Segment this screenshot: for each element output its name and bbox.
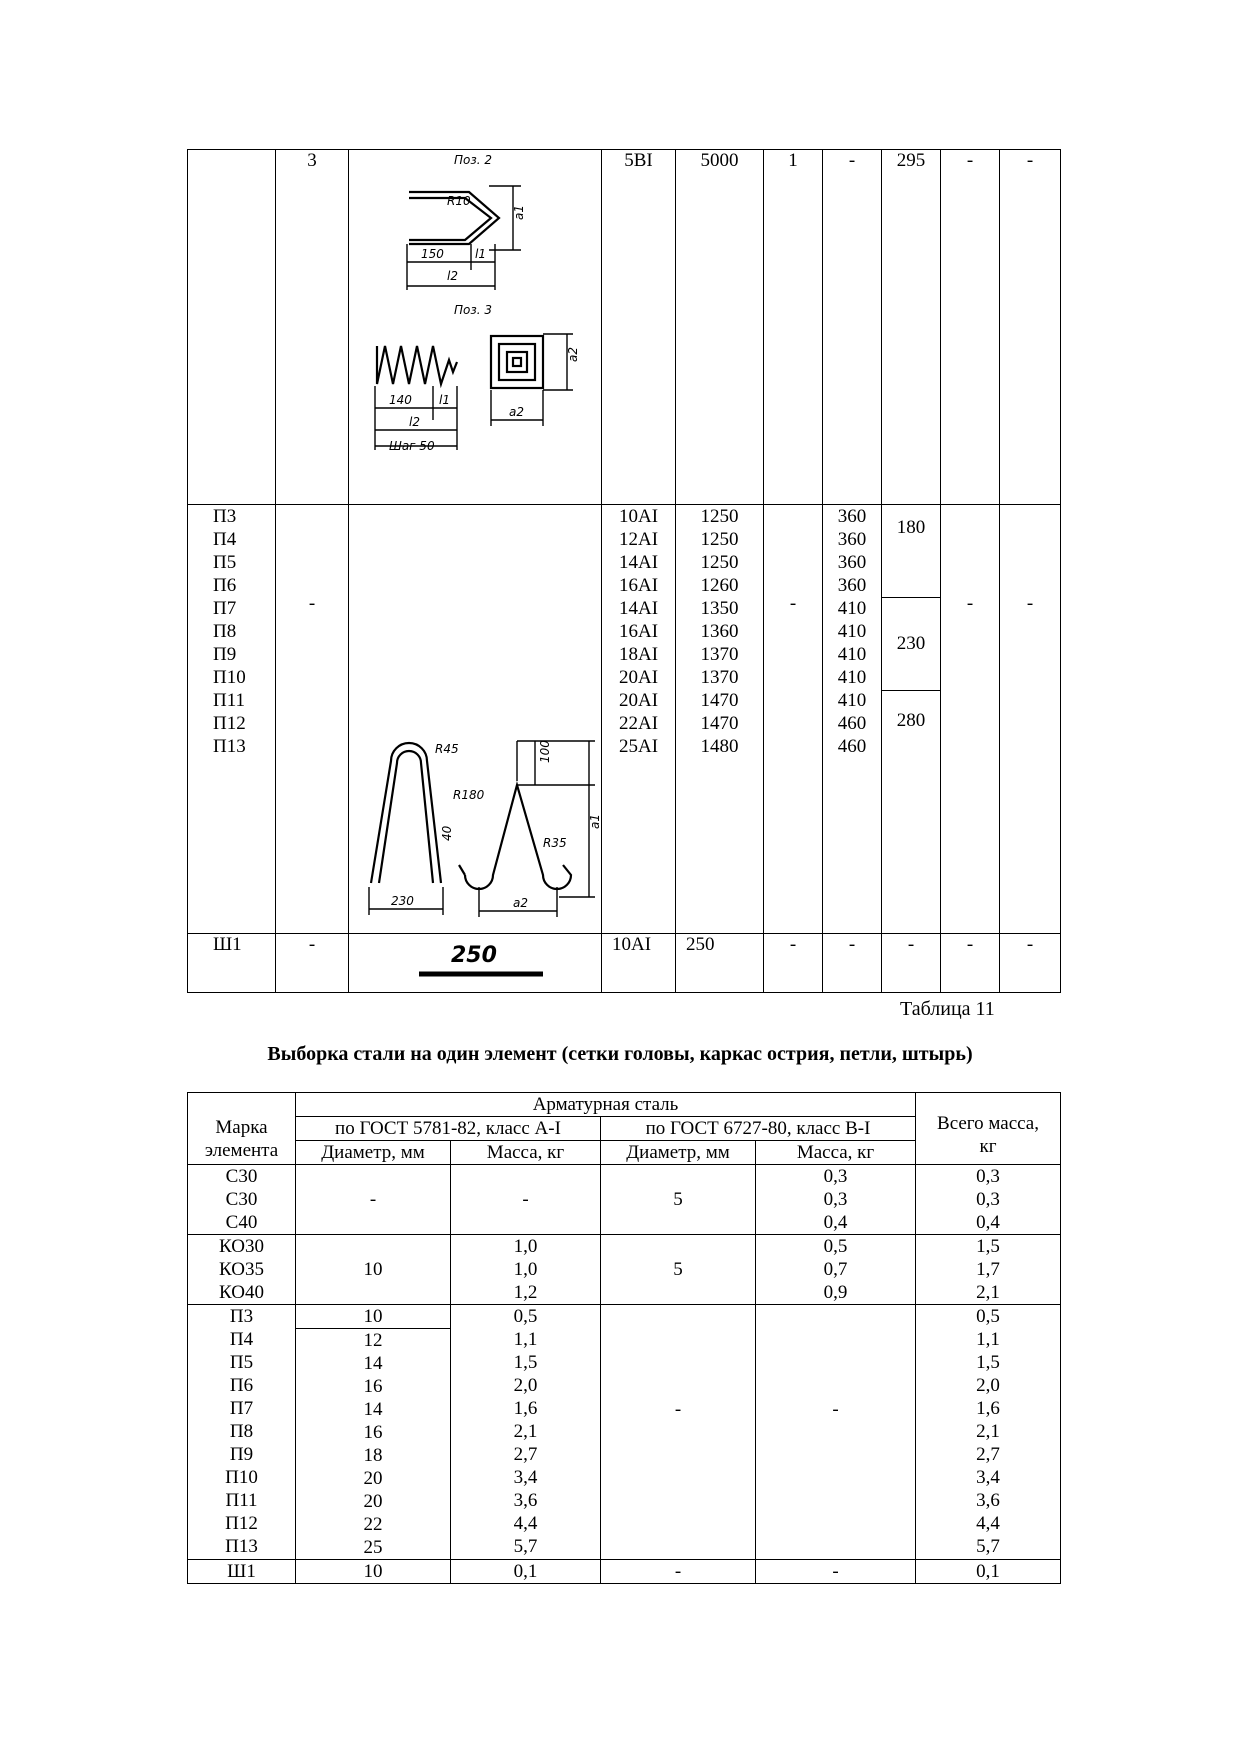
value-item: 0,5 bbox=[976, 1306, 1000, 1327]
a2-loop-label: a2 bbox=[513, 896, 528, 910]
value-c7: - bbox=[907, 934, 915, 955]
cell-d2 bbox=[601, 1305, 756, 1560]
dim-40-label: 40 bbox=[440, 825, 454, 841]
header-diam2 bbox=[601, 1141, 756, 1165]
steel-item: 16AI bbox=[618, 621, 659, 642]
value-item: 410 bbox=[837, 690, 867, 711]
cell-marks bbox=[188, 505, 276, 934]
mark-item: П13 bbox=[225, 1536, 258, 1557]
value-item: 1,7 bbox=[976, 1259, 1000, 1280]
value-item: 0,5 bbox=[513, 1306, 538, 1327]
steel-item: 18AI bbox=[618, 644, 659, 665]
cell-c9 bbox=[1000, 150, 1061, 505]
value-c9: - bbox=[1026, 150, 1034, 171]
header-gost2 bbox=[601, 1117, 916, 1141]
cell-marks bbox=[188, 1305, 296, 1560]
cell-c8 bbox=[941, 505, 1000, 934]
value-item: 22 bbox=[363, 1514, 383, 1535]
r45-label: R45 bbox=[435, 742, 459, 756]
a1-label: a1 bbox=[512, 205, 526, 220]
header-total bbox=[916, 1093, 1061, 1165]
value-item: 360 bbox=[837, 506, 867, 527]
value-item: 10 bbox=[363, 1259, 383, 1280]
cell-d2 bbox=[601, 1235, 756, 1305]
c7-group-1 bbox=[882, 505, 940, 598]
steel-selection-table bbox=[187, 1092, 1061, 1584]
value-item: 410 bbox=[837, 621, 867, 642]
cell-c8 bbox=[941, 150, 1000, 505]
header-text: Марка bbox=[215, 1117, 268, 1138]
l2-label: l2 bbox=[447, 269, 458, 283]
value-c6: - bbox=[848, 934, 856, 955]
value-item: 0,4 bbox=[976, 1212, 1000, 1233]
cell-m1 bbox=[451, 1305, 601, 1560]
mark-item: П7 bbox=[229, 1398, 254, 1419]
value-item: 4,4 bbox=[976, 1513, 1000, 1534]
value-item: 0,5 bbox=[823, 1236, 848, 1257]
cell-m1 bbox=[451, 1560, 601, 1584]
header-text: Диаметр, мм bbox=[626, 1142, 730, 1163]
cell-length bbox=[676, 505, 764, 934]
value-item: 410 bbox=[837, 644, 867, 665]
header-text: Всего масса, bbox=[937, 1112, 1039, 1134]
value-item: 25 bbox=[363, 1537, 383, 1558]
cell-d2 bbox=[601, 1165, 756, 1235]
value-item: 0,3 bbox=[976, 1166, 1000, 1187]
cell-pos bbox=[276, 934, 349, 993]
value-item: 360 bbox=[837, 575, 867, 596]
cell-count bbox=[764, 934, 823, 993]
r10-label: R10 bbox=[447, 194, 471, 208]
value-item: 10 bbox=[363, 1561, 383, 1582]
cell-mark bbox=[188, 1560, 296, 1584]
header-text: элемента bbox=[204, 1140, 279, 1161]
value-c7: 295 bbox=[896, 150, 926, 171]
cell-marks bbox=[188, 1235, 296, 1305]
value-item: 0,1 bbox=[513, 1561, 538, 1582]
cell-total bbox=[916, 1305, 1061, 1560]
c7-group-3 bbox=[882, 691, 940, 751]
value-item: 2,7 bbox=[976, 1444, 1000, 1465]
rebar-sketch-pos2-pos3 bbox=[349, 150, 602, 498]
steel-item: 25AI bbox=[618, 736, 659, 757]
mark-item: П12 bbox=[225, 1513, 258, 1534]
header-text: Масса, кг bbox=[486, 1142, 565, 1163]
cell-steel bbox=[602, 934, 676, 993]
cell-d1 bbox=[296, 1560, 451, 1584]
length-item: 1370 bbox=[700, 644, 739, 665]
a2b-label: a2 bbox=[509, 405, 524, 419]
cell-length bbox=[676, 150, 764, 505]
value-item: 1,1 bbox=[976, 1329, 1000, 1350]
cell-steel bbox=[602, 150, 676, 505]
mark-item: П3 bbox=[229, 1306, 254, 1327]
value-item: 180 bbox=[896, 517, 926, 538]
pos-number: 3 bbox=[307, 150, 317, 171]
cell-m2 bbox=[756, 1560, 916, 1584]
cell-pos bbox=[276, 505, 349, 934]
header-text: по ГОСТ 6727-80, класс B-I bbox=[645, 1118, 871, 1139]
length-item: 1250 bbox=[700, 506, 739, 527]
length-item: 1350 bbox=[700, 598, 739, 619]
mark-item: П11 bbox=[225, 1490, 258, 1511]
dim-140-label: 140 bbox=[389, 393, 412, 407]
value-dash: - bbox=[369, 1189, 377, 1210]
mark-item: Ш1 bbox=[213, 934, 242, 955]
value-dash: - bbox=[832, 1561, 839, 1582]
length-item: 1370 bbox=[700, 667, 739, 688]
mark-item: С40 bbox=[225, 1212, 258, 1233]
value-item: 4,4 bbox=[513, 1513, 538, 1534]
count-dash: - bbox=[789, 593, 797, 614]
cell-c9 bbox=[1000, 505, 1061, 934]
pos3-label: Поз. 3 bbox=[454, 303, 493, 317]
value-item: 410 bbox=[837, 598, 867, 619]
value-dash: - bbox=[832, 1398, 839, 1420]
length-item: 1250 bbox=[700, 529, 739, 550]
r180-label: R180 bbox=[453, 788, 485, 802]
cell-steel bbox=[602, 505, 676, 934]
cell-total bbox=[916, 1235, 1061, 1305]
value-item: 1,0 bbox=[513, 1259, 538, 1280]
value-item: 1,5 bbox=[513, 1352, 538, 1373]
value-item: 1,2 bbox=[513, 1282, 538, 1303]
mark-item: П11 bbox=[213, 690, 246, 711]
cell-sketch bbox=[349, 934, 602, 993]
mark-item: КО30 bbox=[219, 1236, 264, 1257]
cell-length bbox=[676, 934, 764, 993]
value-c9: - bbox=[1026, 934, 1034, 955]
cell-count bbox=[764, 505, 823, 934]
loop-sketch bbox=[349, 505, 602, 927]
mark-item: КО35 bbox=[219, 1259, 264, 1280]
value-item: 360 bbox=[837, 552, 867, 573]
value-c8: - bbox=[966, 934, 974, 955]
value-item: 0,3 bbox=[976, 1189, 1000, 1210]
cell-c7 bbox=[882, 150, 941, 505]
value-item: 1,0 bbox=[513, 1236, 538, 1257]
value-item: 18 bbox=[363, 1445, 383, 1466]
value-dash: - bbox=[674, 1398, 682, 1420]
dim-150-label: 150 bbox=[421, 247, 444, 261]
cell-sketch bbox=[349, 150, 602, 505]
mark-item: С30 bbox=[225, 1166, 258, 1187]
header-text: Арматурная сталь bbox=[532, 1094, 679, 1115]
count-dash: - bbox=[789, 934, 797, 955]
value-item: 2,7 bbox=[513, 1444, 538, 1465]
steel-item: 14AI bbox=[618, 552, 659, 573]
cell-mark bbox=[188, 150, 276, 505]
value-item: 5 bbox=[673, 1259, 683, 1280]
cell-c6 bbox=[823, 934, 882, 993]
table-title: Выборка стали на один элемент (сетки головы, каркас острия, петли, штырь) bbox=[267, 1043, 973, 1065]
value-item: 0,3 bbox=[823, 1189, 848, 1210]
length-item: 1470 bbox=[700, 713, 739, 734]
value-item: 2,0 bbox=[513, 1375, 538, 1396]
value-item: 2,1 bbox=[976, 1421, 1000, 1442]
a2-label: a2 bbox=[566, 347, 580, 362]
cell-total bbox=[916, 1165, 1061, 1235]
value-item: 1,5 bbox=[976, 1352, 1000, 1373]
value-item: 1,1 bbox=[513, 1329, 538, 1350]
cell-m2 bbox=[756, 1305, 916, 1560]
header-text: по ГОСТ 5781-82, класс A-I bbox=[335, 1118, 561, 1139]
mark-item: П4 bbox=[213, 529, 237, 550]
mark-item: П8 bbox=[213, 621, 237, 642]
mark-item: П5 bbox=[229, 1352, 254, 1373]
header-text: Масса, кг bbox=[796, 1142, 875, 1163]
header-steel bbox=[296, 1093, 916, 1117]
pos2-label: Поз. 2 bbox=[454, 153, 493, 167]
table-row bbox=[188, 505, 1061, 934]
steel-item: 10AI bbox=[618, 506, 659, 527]
length-item: 1260 bbox=[700, 575, 739, 596]
value-item: 460 bbox=[837, 736, 867, 757]
value-item: 3,6 bbox=[976, 1490, 1000, 1511]
value-item: 1,6 bbox=[513, 1398, 538, 1419]
table-row bbox=[188, 934, 1061, 993]
r35-label: R35 bbox=[543, 836, 567, 850]
table-caption: Таблица 11 bbox=[900, 998, 995, 1020]
value-item: 14 bbox=[363, 1353, 383, 1374]
steel-item: 20AI bbox=[618, 690, 659, 711]
header-gost1 bbox=[296, 1117, 601, 1141]
length-item: 1470 bbox=[700, 690, 739, 711]
cell-c9 bbox=[1000, 934, 1061, 993]
cell-total bbox=[916, 1560, 1061, 1584]
steel-item: 12AI bbox=[618, 529, 659, 550]
mark-item: П6 bbox=[229, 1375, 254, 1396]
mark-item: П6 bbox=[213, 575, 237, 596]
step-label: Шаг 50 bbox=[389, 439, 435, 453]
l1-label: l1 bbox=[475, 247, 486, 261]
value-c6: - bbox=[848, 150, 856, 171]
table-row bbox=[188, 1235, 1061, 1305]
pos-dash: - bbox=[308, 593, 316, 614]
value-item: 230 bbox=[896, 633, 926, 654]
value-item: 460 bbox=[837, 713, 867, 734]
mark-item: П7 bbox=[213, 598, 237, 619]
length-value: 5000 bbox=[700, 150, 739, 171]
table-row bbox=[188, 1560, 1061, 1584]
value-item: 2,1 bbox=[976, 1282, 1000, 1303]
value-item: 1,6 bbox=[976, 1398, 1000, 1419]
dim-250-label: 250 bbox=[451, 943, 497, 968]
value-item: 20 bbox=[363, 1491, 383, 1512]
value-item: 16 bbox=[363, 1422, 383, 1443]
mark-item: С30 bbox=[225, 1189, 258, 1210]
cell-d1 bbox=[296, 1235, 451, 1305]
l1b-label: l1 bbox=[439, 393, 450, 407]
value-item: 0,3 bbox=[823, 1166, 848, 1187]
value-item: 0,1 bbox=[976, 1561, 1000, 1582]
header-text: Диаметр, мм bbox=[321, 1142, 425, 1163]
header-text: кг bbox=[979, 1135, 997, 1157]
steel-grade: 10AI bbox=[612, 934, 652, 955]
mark-item: П3 bbox=[213, 506, 237, 527]
value-item: 14 bbox=[363, 1399, 383, 1420]
cell-c8 bbox=[941, 934, 1000, 993]
value-item: 2,0 bbox=[976, 1375, 1000, 1396]
length-item: 1250 bbox=[700, 552, 739, 573]
mark-item: П8 bbox=[229, 1421, 254, 1442]
cell-d1 bbox=[296, 1165, 451, 1235]
cell-pos bbox=[276, 150, 349, 505]
cell-marks bbox=[188, 1165, 296, 1235]
value-dash: - bbox=[522, 1189, 529, 1210]
table-row bbox=[188, 1305, 1061, 1560]
value-item: 5 bbox=[673, 1189, 683, 1210]
mark-item: П9 bbox=[213, 644, 237, 665]
value-item: 0,7 bbox=[823, 1259, 848, 1280]
cell-c7 bbox=[882, 505, 941, 934]
table-row bbox=[188, 1165, 1061, 1235]
cell-sketch bbox=[349, 505, 602, 934]
steel-item: 22AI bbox=[618, 713, 659, 734]
l2b-label: l2 bbox=[409, 415, 420, 429]
header-row bbox=[188, 1093, 1061, 1117]
value-item: 3,4 bbox=[976, 1467, 1000, 1488]
mark-item: П10 bbox=[225, 1467, 258, 1488]
value-item: 1,5 bbox=[976, 1236, 1000, 1257]
value-item: 20 bbox=[363, 1468, 383, 1489]
count-value: 1 bbox=[788, 150, 798, 171]
length-item: 1360 bbox=[700, 621, 739, 642]
value-item: 2,1 bbox=[513, 1421, 538, 1442]
dim-230-label: 230 bbox=[391, 894, 414, 908]
a1-loop-label: a1 bbox=[588, 814, 602, 829]
value-item: 12 bbox=[363, 1330, 383, 1351]
c9-dash: - bbox=[1026, 593, 1034, 614]
steel-item: 16AI bbox=[618, 575, 659, 596]
steel-item: 20AI bbox=[618, 667, 659, 688]
c7-group-2 bbox=[882, 598, 940, 691]
value-item: 10 bbox=[296, 1305, 450, 1329]
mark-item: П13 bbox=[213, 736, 246, 757]
cell-m2 bbox=[756, 1165, 916, 1235]
length-item: 1480 bbox=[700, 736, 739, 757]
value-item: 280 bbox=[896, 710, 926, 731]
cell-count bbox=[764, 150, 823, 505]
c8-dash: - bbox=[966, 593, 974, 614]
header-mass2 bbox=[756, 1141, 916, 1165]
table-row bbox=[188, 150, 1061, 505]
mark-item: КО40 bbox=[219, 1282, 264, 1303]
steel-item: 14AI bbox=[618, 598, 659, 619]
cell-mark bbox=[188, 934, 276, 993]
value-item: 360 bbox=[837, 529, 867, 550]
header-diam bbox=[296, 1141, 451, 1165]
value-item: 410 bbox=[837, 667, 867, 688]
mark-item: П5 bbox=[213, 552, 237, 573]
mark-item: Ш1 bbox=[227, 1561, 256, 1582]
value-item: 5,7 bbox=[976, 1536, 1000, 1557]
header-mass bbox=[451, 1141, 601, 1165]
cell-c6 bbox=[823, 505, 882, 934]
cell-m1 bbox=[451, 1165, 601, 1235]
mark-item: П10 bbox=[213, 667, 246, 688]
cell-m1 bbox=[451, 1235, 601, 1305]
cell-d2 bbox=[601, 1560, 756, 1584]
header-mark bbox=[188, 1093, 296, 1165]
mark-item: П12 bbox=[213, 713, 246, 734]
steel-spec-table bbox=[187, 149, 1061, 993]
value-item: 16 bbox=[363, 1376, 383, 1397]
value-item: 5,7 bbox=[513, 1536, 538, 1557]
length-value: 250 bbox=[686, 934, 715, 955]
cell-d1 bbox=[296, 1305, 451, 1560]
cell-m2 bbox=[756, 1235, 916, 1305]
value-item: 0,9 bbox=[823, 1282, 848, 1303]
value-c8: - bbox=[966, 150, 974, 171]
value-dash: - bbox=[674, 1561, 682, 1582]
pin-sketch bbox=[349, 934, 602, 986]
dim-100-label: 100 bbox=[538, 740, 552, 763]
cell-c6 bbox=[823, 150, 882, 505]
steel-grade: 5BI bbox=[624, 150, 653, 171]
pos-dash: - bbox=[308, 934, 316, 955]
value-item: 3,6 bbox=[513, 1490, 538, 1511]
mark-item: П4 bbox=[229, 1329, 254, 1350]
value-item: 3,4 bbox=[513, 1467, 538, 1488]
cell-c7 bbox=[882, 934, 941, 993]
mark-item: П9 bbox=[229, 1444, 254, 1465]
value-item: 0,4 bbox=[823, 1212, 848, 1233]
